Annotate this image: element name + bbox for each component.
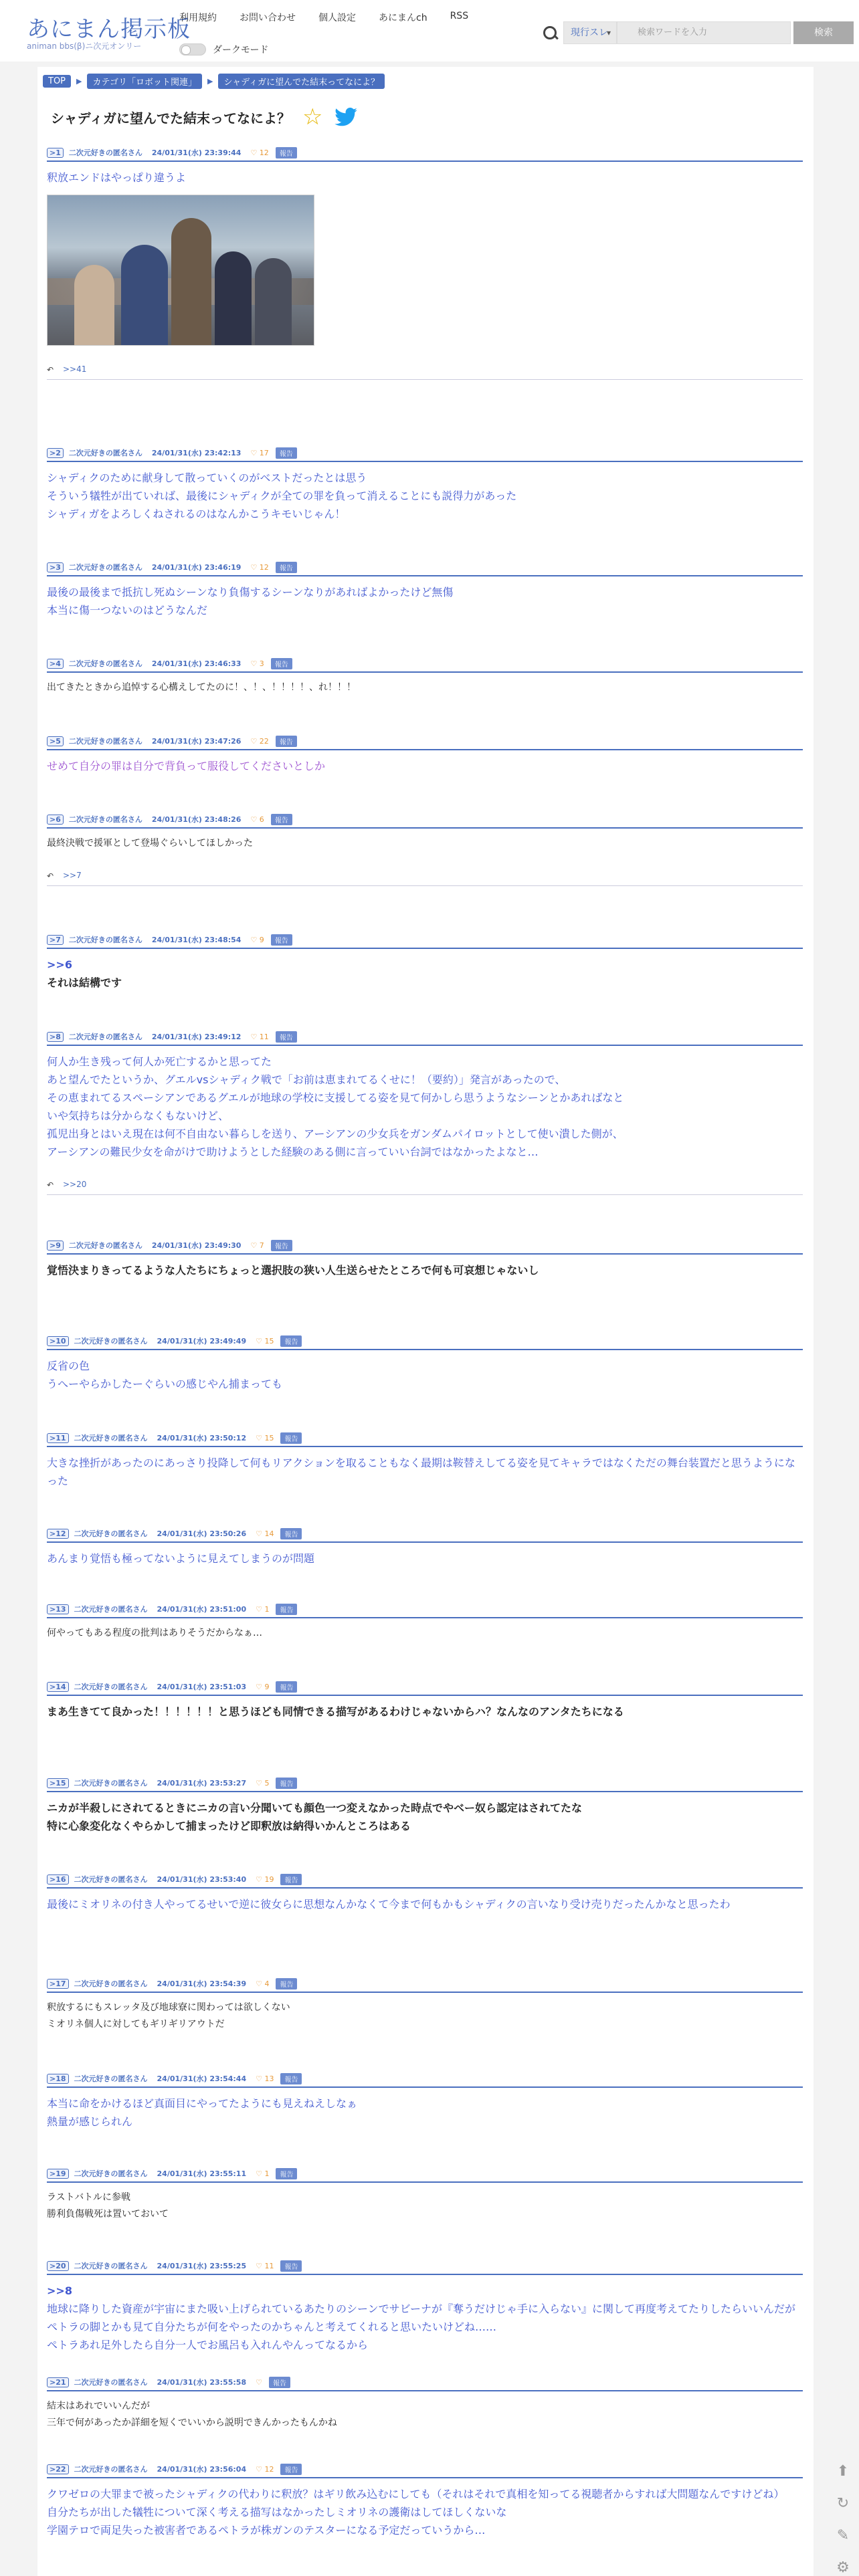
response-author: 二次元好きの匿名さん xyxy=(68,1241,142,1250)
reload-icon[interactable]: ↻ xyxy=(836,2495,850,2512)
response-header xyxy=(47,1872,803,1889)
response-number[interactable]: >7 xyxy=(47,935,64,945)
response-text-line: あと望んでたというか、グエルvsシャディク戦で「お前は恵まれてるくせに！（要約）」発言があったので、 xyxy=(47,1073,566,1086)
response-number[interactable]: >12 xyxy=(47,1529,69,1539)
response-text-line: 特に心象変化なくやらかして捕まったけど即釈放は納得いかんところはある xyxy=(47,1820,411,1832)
like-button[interactable]: ♡ 6 xyxy=(250,815,264,824)
response-date: 24/01/31(水) 23:48:54 xyxy=(151,936,242,944)
breadcrumb-separator: ▶ xyxy=(76,77,82,86)
breadcrumb-separator: ▶ xyxy=(207,77,213,86)
site-header xyxy=(0,0,859,62)
report-button[interactable]: 報告 xyxy=(276,736,297,747)
response-text-line: ペトラあれ足外したら自分一人でお風呂も入れんやんってなるから xyxy=(47,2339,369,2351)
report-button[interactable]: 報告 xyxy=(271,934,292,946)
like-button[interactable]: ♡ 1 xyxy=(256,1604,270,1614)
response-text-line: アーシアンの難民少女を命がけで助けようとした経験のある側に言っていい台詞ではなかったよなと… xyxy=(47,1146,539,1158)
side-tools xyxy=(832,2461,854,2576)
response-item xyxy=(47,933,803,992)
response-text-line: あんまり覚悟も極ってないように見えてしまうのが問題 xyxy=(47,1552,315,1565)
response-text-line: いや気持ちは分からなくもないけど、 xyxy=(47,1109,229,1122)
like-button[interactable]: ♡ 5 xyxy=(256,1778,270,1788)
response-header xyxy=(47,2462,803,2478)
response-number[interactable]: >8 xyxy=(47,1032,64,1042)
report-button[interactable]: 報告 xyxy=(271,658,292,669)
response-text-line: シャディガをよろしくねされるのはなんかこうキモいじゃん！ xyxy=(47,508,346,520)
response-text-line: 三年で何があったか詳細を短くでいいから説明できんかったもんかね xyxy=(47,2418,337,2428)
like-button[interactable]: ♡ 13 xyxy=(256,2074,274,2083)
response-body xyxy=(47,1357,803,1393)
like-button[interactable]: ♡ xyxy=(256,2377,262,2387)
image-figure xyxy=(171,218,211,345)
like-button[interactable]: ♡ 11 xyxy=(256,2261,274,2270)
report-button[interactable]: 報告 xyxy=(276,1031,297,1043)
response-item xyxy=(47,146,803,380)
thread-title: シャディガに望んでた結末ってなによ？ xyxy=(51,110,290,126)
report-button[interactable]: 報告 xyxy=(280,1528,302,1539)
response-date: 24/01/31(水) 23:53:27 xyxy=(157,1779,247,1788)
reply-link[interactable]: >>20 xyxy=(63,1180,87,1189)
like-button[interactable]: ♡ 9 xyxy=(256,1682,270,1691)
report-button[interactable]: 報告 xyxy=(276,2168,297,2179)
report-button[interactable]: 報告 xyxy=(276,1778,297,1789)
like-button[interactable]: ♡ 12 xyxy=(256,2464,274,2474)
response-text-line: 覚悟決まりきってるような人たちにちょっと選択肢の狭い人生送らせたところで何も可哀想じゃないし xyxy=(47,1264,539,1277)
reply-arrow-icon: ↶ xyxy=(47,365,54,374)
reply-list xyxy=(47,364,803,380)
response-author: 二次元好きの匿名さん xyxy=(74,1875,148,1884)
search-input[interactable]: 検索ワードを入力 xyxy=(617,21,791,44)
response-header xyxy=(47,813,803,829)
nav-terms[interactable]: 利用規約 xyxy=(179,13,217,23)
response-number[interactable]: >11 xyxy=(47,1433,69,1443)
response-date: 24/01/31(水) 23:50:12 xyxy=(157,1434,247,1442)
response-body xyxy=(47,2095,803,2131)
response-text-line: うへーやらかしたーぐらいの感じやん捕まっても xyxy=(47,1378,283,1390)
response-text-line: クワゼロの大罪まで被ったシャディクの代わりに釈放？はギリ飲み込むにしても（それはそれで真相を知ってる視聴者からすれば大問題なんですけどね） xyxy=(47,2488,785,2500)
response-number[interactable]: >22 xyxy=(47,2464,69,2474)
response-body xyxy=(47,1799,803,1835)
response-header xyxy=(47,146,803,162)
response-header xyxy=(47,1680,803,1696)
report-button[interactable]: 報告 xyxy=(280,1874,302,1885)
response-author: 二次元好きの匿名さん xyxy=(74,2169,148,2178)
logo-subtitle: animan bbs(β)ニ次元オンリー xyxy=(27,41,142,51)
response-item xyxy=(47,2072,803,2131)
response-author: 二次元好きの匿名さん xyxy=(74,1529,148,1538)
report-button[interactable]: 報告 xyxy=(269,2377,290,2388)
response-anchor-link[interactable]: >>8 xyxy=(47,2284,72,2297)
response-author: 二次元好きの匿名さん xyxy=(74,2074,148,2083)
toggle-switch[interactable] xyxy=(179,43,206,56)
twitter-bird-icon[interactable] xyxy=(335,108,357,126)
response-body xyxy=(47,835,803,852)
response-date: 24/01/31(水) 23:49:49 xyxy=(157,1337,247,1346)
response-item xyxy=(47,657,803,696)
response-image[interactable] xyxy=(47,195,314,346)
response-text-line: ミオリネ個人に対してもギリギリアウトだ xyxy=(47,2019,225,2030)
response-text-line: 出てきたときから追悼する心構えしてたのに！、！、！！！！、れ！！！ xyxy=(47,682,356,693)
response-item xyxy=(47,1977,803,2033)
response-header xyxy=(47,1030,803,1046)
report-button[interactable]: 報告 xyxy=(276,447,297,459)
response-body xyxy=(47,2398,803,2432)
response-date: 24/01/31(水) 23:55:25 xyxy=(157,2262,247,2270)
response-body xyxy=(47,1261,803,1279)
like-button[interactable]: ♡ 19 xyxy=(256,1874,274,1884)
response-item xyxy=(47,734,803,775)
response-author: 二次元好きの匿名さん xyxy=(74,1337,148,1346)
report-button[interactable]: 報告 xyxy=(276,1681,297,1693)
search-button[interactable]: 検索 xyxy=(793,21,854,44)
response-text-line: 熱量が感じられん xyxy=(47,2115,133,2128)
response-body xyxy=(47,1625,803,1642)
top-nav xyxy=(179,11,468,24)
response-text-line: 反省の色 xyxy=(47,1360,90,1372)
response-date: 24/01/31(水) 23:56:04 xyxy=(157,2465,247,2474)
response-number[interactable]: >3 xyxy=(47,562,64,572)
response-body xyxy=(47,679,803,696)
site-logo[interactable] xyxy=(27,16,191,51)
response-header xyxy=(47,2072,803,2088)
response-date: 24/01/31(水) 23:51:00 xyxy=(157,1605,247,1614)
response-author: 二次元好きの匿名さん xyxy=(74,1979,148,1988)
response-body xyxy=(47,2485,803,2539)
reply-arrow-icon: ↶ xyxy=(47,1180,54,1190)
response-text-line: 学園テロで両足失った被害者であるペトラが株ガンのテスターになる予定だっていうから… xyxy=(47,2524,486,2537)
response-text-line: 本当に傷一つないのはどうなんだ xyxy=(47,604,208,617)
response-body xyxy=(47,169,803,187)
response-text-line: 釈放するにもスレッタ及び地球寮に関わっては欲しくない xyxy=(47,2002,290,2013)
nav-animanch[interactable]: あにまんch xyxy=(379,13,427,23)
response-header xyxy=(47,657,803,673)
nav-rss[interactable]: RSS xyxy=(450,11,469,21)
like-button[interactable]: ♡ 4 xyxy=(256,1979,270,1988)
response-number[interactable]: >14 xyxy=(47,1682,69,1692)
response-date: 24/01/31(水) 23:49:12 xyxy=(151,1033,242,1041)
response-author: 二次元好きの匿名さん xyxy=(74,1683,148,1691)
response-body xyxy=(47,956,803,992)
breadcrumb-thread[interactable]: シャディガに望んでた結末ってなによ？ xyxy=(218,74,385,89)
response-date: 24/01/31(水) 23:47:26 xyxy=(151,737,242,746)
response-number[interactable]: >10 xyxy=(47,1336,69,1346)
logo-title: あにまん掲示板 xyxy=(27,16,191,43)
response-number[interactable]: >18 xyxy=(47,2074,69,2084)
response-item xyxy=(47,446,803,523)
response-date: 24/01/31(水) 23:39:44 xyxy=(151,148,242,157)
response-header xyxy=(47,1334,803,1350)
response-anchor-link[interactable]: >>6 xyxy=(47,958,72,971)
response-header xyxy=(47,2259,803,2275)
response-number[interactable]: >4 xyxy=(47,659,64,669)
dark-mode-toggle[interactable] xyxy=(179,43,268,56)
reply-arrow-icon: ↶ xyxy=(47,871,54,881)
response-item xyxy=(47,1527,803,1568)
response-date: 24/01/31(水) 23:42:13 xyxy=(151,449,242,457)
search-scope-select[interactable]: 現行スレ ▾ xyxy=(563,21,617,44)
response-text-line: ペトラの脚とかも見て自分たちが何をやったのかちゃんと考えてくれると思いたいけどね…… xyxy=(47,2321,497,2333)
response-header xyxy=(47,560,803,576)
response-date: 24/01/31(水) 23:51:03 xyxy=(157,1683,247,1691)
like-button[interactable]: ♡ 15 xyxy=(256,1433,274,1442)
report-button[interactable]: 報告 xyxy=(280,2073,302,2084)
response-text-line: せめて自分の罪は自分で背負って服役してくださいとしか xyxy=(47,760,326,772)
response-item xyxy=(47,1334,803,1393)
report-button[interactable]: 報告 xyxy=(280,1335,302,1347)
star-icon[interactable]: ☆ xyxy=(302,104,323,130)
response-item xyxy=(47,1680,803,1721)
response-author: 二次元好きの匿名さん xyxy=(74,1605,148,1614)
response-text-line: 結末はあれでいいんだが xyxy=(47,2401,150,2411)
reply-link[interactable]: >>7 xyxy=(63,871,82,880)
response-item xyxy=(47,1776,803,1835)
breadcrumb-top[interactable]: TOP xyxy=(43,75,71,88)
response-date: 24/01/31(水) 23:49:30 xyxy=(151,1241,242,1250)
response-item xyxy=(47,560,803,619)
response-text-line: 勝利負傷戦死は置いておいて xyxy=(47,2209,169,2220)
response-text-line: 孤児出身とはいえ現在は何不自由ない暮らしを送り、アーシアンの少女兵をガンダムパイロットとして使い潰した側が、 xyxy=(47,1128,624,1140)
image-figure xyxy=(121,245,168,345)
response-author: 二次元好きの匿名さん xyxy=(74,2465,148,2474)
response-body xyxy=(47,2000,803,2033)
like-button[interactable]: ♡ 7 xyxy=(250,1241,264,1250)
response-number[interactable]: >5 xyxy=(47,736,64,746)
response-number[interactable]: >1 xyxy=(47,148,64,158)
response-number[interactable]: >13 xyxy=(47,1604,69,1614)
response-text-line: 大きな挫折があったのにあっさり投降して何もリアクションを取ることもなく最期は鞍替えしてる姿を見てキャラではなくただの舞台装置だと思うようになった xyxy=(47,1457,795,1487)
response-date: 24/01/31(水) 23:50:26 xyxy=(157,1529,247,1538)
response-date: 24/01/31(水) 23:55:11 xyxy=(157,2169,247,2178)
search-bar xyxy=(541,21,854,44)
response-header xyxy=(47,446,803,462)
response-text-line: そういう犠牲が出ていれば、最後にシャディクが全ての罪を負って消えることにも説得力があった xyxy=(47,490,517,502)
like-button[interactable]: ♡ 1 xyxy=(256,2169,270,2178)
image-figure xyxy=(255,258,292,345)
response-item xyxy=(47,1030,803,1195)
response-header xyxy=(47,1776,803,1792)
response-author: 二次元好きの匿名さん xyxy=(74,2262,148,2270)
report-button[interactable]: 報告 xyxy=(271,1240,292,1251)
response-number[interactable]: >16 xyxy=(47,1874,69,1885)
response-text-line: 最後にミオリネの付き人やってるせいで逆に彼女らに思想なんかなくて今まで何もかもシャディクの言いなり受け売りだったんかなと思ったわ xyxy=(47,1898,731,1911)
breadcrumb-category[interactable]: カテゴリ「ロボット関連」 xyxy=(87,74,201,89)
dark-mode-label: ダークモード xyxy=(213,45,269,56)
like-button[interactable]: ♡ 22 xyxy=(250,736,269,746)
response-author: 二次元好きの匿名さん xyxy=(74,2378,148,2387)
reply-list xyxy=(47,1180,803,1195)
response-text-line: ニカが半殺しにされてるときにニカの言い分聞いても顔色一つ変えなかった時点でやベー奴ら認定はされてたな xyxy=(47,1802,583,1814)
like-button[interactable]: ♡ 9 xyxy=(250,935,264,944)
response-text-line: 地球に降りした資産が宇宙にまた吸い上げられているあたりのシーンでサビーナが『奪うだけじゃ手に入らない』に関して再度考えてたりしたらいいんだが xyxy=(47,2302,796,2315)
nav-contact[interactable]: お問い合わせ xyxy=(240,13,296,23)
response-author: 二次元好きの匿名さん xyxy=(68,148,142,157)
response-date: 24/01/31(水) 23:53:40 xyxy=(157,1875,247,1884)
response-item xyxy=(47,813,803,886)
response-date: 24/01/31(水) 23:54:44 xyxy=(157,2074,247,2083)
response-number[interactable]: >17 xyxy=(47,1979,69,1989)
report-button[interactable]: 報告 xyxy=(280,2260,302,2272)
response-author: 二次元好きの匿名さん xyxy=(68,563,142,572)
scroll-top-icon[interactable]: ⬆ xyxy=(836,2463,850,2480)
response-header xyxy=(47,2375,803,2391)
response-text-line: 本当に命をかけるほど真面目にやってたようにも見えねえしなぁ xyxy=(47,2097,358,2110)
report-button[interactable]: 報告 xyxy=(276,562,297,573)
report-button[interactable]: 報告 xyxy=(280,2464,302,2475)
response-body xyxy=(47,469,803,523)
report-button[interactable]: 報告 xyxy=(280,1432,302,1444)
response-body xyxy=(47,2189,803,2223)
response-header xyxy=(47,1602,803,1618)
response-text-line: 自分たちが出した犠牲について深く考える描写はなかったしミオリネの護衛はしてほしくないな xyxy=(47,2506,507,2518)
response-text-line: 何やってもある程度の批判はありそうだからなぁ… xyxy=(47,1628,262,1638)
response-text-line: まあ生きてて良かった！！！！！！と思うほども同情できる描写があるわけじゃないからハ？なんなのアンタたちになる xyxy=(47,1705,624,1718)
response-item xyxy=(47,2167,803,2223)
report-button[interactable]: 報告 xyxy=(276,1978,297,1990)
response-number[interactable]: >2 xyxy=(47,448,64,458)
image-figure xyxy=(215,251,252,345)
breadcrumb xyxy=(43,74,385,89)
response-item xyxy=(47,1239,803,1279)
response-body xyxy=(47,1454,803,1490)
response-header xyxy=(47,734,803,750)
like-button[interactable]: ♡ 12 xyxy=(250,148,269,157)
response-item xyxy=(47,2375,803,2432)
response-text-line: シャディクのために献身して散っていくのがベストだったとは思う xyxy=(47,471,367,484)
response-date: 24/01/31(水) 23:48:26 xyxy=(151,815,242,824)
response-item xyxy=(47,2259,803,2354)
report-button[interactable]: 報告 xyxy=(276,147,297,158)
response-author: 二次元好きの匿名さん xyxy=(68,737,142,746)
response-number[interactable]: >21 xyxy=(47,2377,69,2387)
response-author: 二次元好きの匿名さん xyxy=(74,1779,148,1788)
report-button[interactable]: 報告 xyxy=(276,1604,297,1615)
reply-link[interactable]: >>41 xyxy=(63,364,87,374)
response-body xyxy=(47,1703,803,1721)
response-item xyxy=(47,1431,803,1490)
response-date: 24/01/31(水) 23:54:39 xyxy=(157,1979,247,1988)
response-body xyxy=(47,1053,803,1161)
like-button[interactable]: ♡ 12 xyxy=(250,562,269,572)
like-button[interactable]: ♡ 17 xyxy=(250,448,269,457)
response-number[interactable]: >15 xyxy=(47,1778,69,1788)
response-text-line: その恵まれてるスペーシアンであるグエルが地球の学校に支援してる姿を見て何かしら思うようなシーンとかあればなと xyxy=(47,1091,624,1104)
response-text-line: 何人か生き残って何人か死亡するかと思ってた xyxy=(47,1055,272,1068)
like-button[interactable]: ♡ 11 xyxy=(250,1032,269,1041)
response-text-line: 最後の最後まで抵抗し死ぬシーンなり負傷するシーンなりがあればよかったけど無傷 xyxy=(47,586,454,599)
response-text-line: それは結構です xyxy=(47,976,122,989)
response-date: 24/01/31(水) 23:46:33 xyxy=(151,659,242,668)
response-author: 二次元好きの匿名さん xyxy=(68,1033,142,1041)
response-number[interactable]: >19 xyxy=(47,2169,69,2179)
response-header xyxy=(47,1431,803,1447)
response-author: 二次元好きの匿名さん xyxy=(68,449,142,457)
report-button[interactable]: 報告 xyxy=(271,814,292,825)
gear-icon[interactable]: ⚙ xyxy=(836,2559,850,2576)
response-number[interactable]: >6 xyxy=(47,815,64,825)
response-author: 二次元好きの匿名さん xyxy=(68,659,142,668)
edit-icon[interactable]: ✎ xyxy=(836,2527,850,2544)
response-author: 二次元好きの匿名さん xyxy=(68,936,142,944)
response-header xyxy=(47,1239,803,1255)
response-item xyxy=(47,1602,803,1642)
response-text-line: 最終決戦で援軍として登場ぐらいしてほしかった xyxy=(47,838,253,849)
response-body xyxy=(47,1549,803,1568)
image-figure xyxy=(74,265,114,345)
thread-main xyxy=(37,67,814,2576)
response-author: 二次元好きの匿名さん xyxy=(68,815,142,824)
response-number[interactable]: >20 xyxy=(47,2261,69,2271)
response-body xyxy=(47,1895,803,1913)
response-item xyxy=(47,2462,803,2539)
response-text-line: ラストバトルに参戦 xyxy=(47,2192,131,2203)
response-number[interactable]: >9 xyxy=(47,1241,64,1251)
thread-title-row xyxy=(51,106,357,128)
response-header xyxy=(47,933,803,949)
like-button[interactable]: ♡ 14 xyxy=(256,1529,274,1538)
response-header xyxy=(47,1527,803,1543)
response-body xyxy=(47,583,803,619)
response-body xyxy=(47,757,803,775)
response-date: 24/01/31(水) 23:55:58 xyxy=(157,2378,247,2387)
search-icon xyxy=(541,23,559,42)
response-date: 24/01/31(水) 23:46:19 xyxy=(151,563,242,572)
response-author: 二次元好きの匿名さん xyxy=(74,1434,148,1442)
response-item xyxy=(47,1872,803,1913)
response-text-line: 釈放エンドはやっぱり違うよ xyxy=(47,171,187,184)
nav-settings[interactable]: 個人設定 xyxy=(318,13,356,23)
response-header xyxy=(47,2167,803,2183)
reply-list xyxy=(47,871,803,886)
like-button[interactable]: ♡ 15 xyxy=(256,1336,274,1346)
like-button[interactable]: ♡ 3 xyxy=(250,659,264,668)
response-header xyxy=(47,1977,803,1993)
response-body xyxy=(47,2282,803,2354)
